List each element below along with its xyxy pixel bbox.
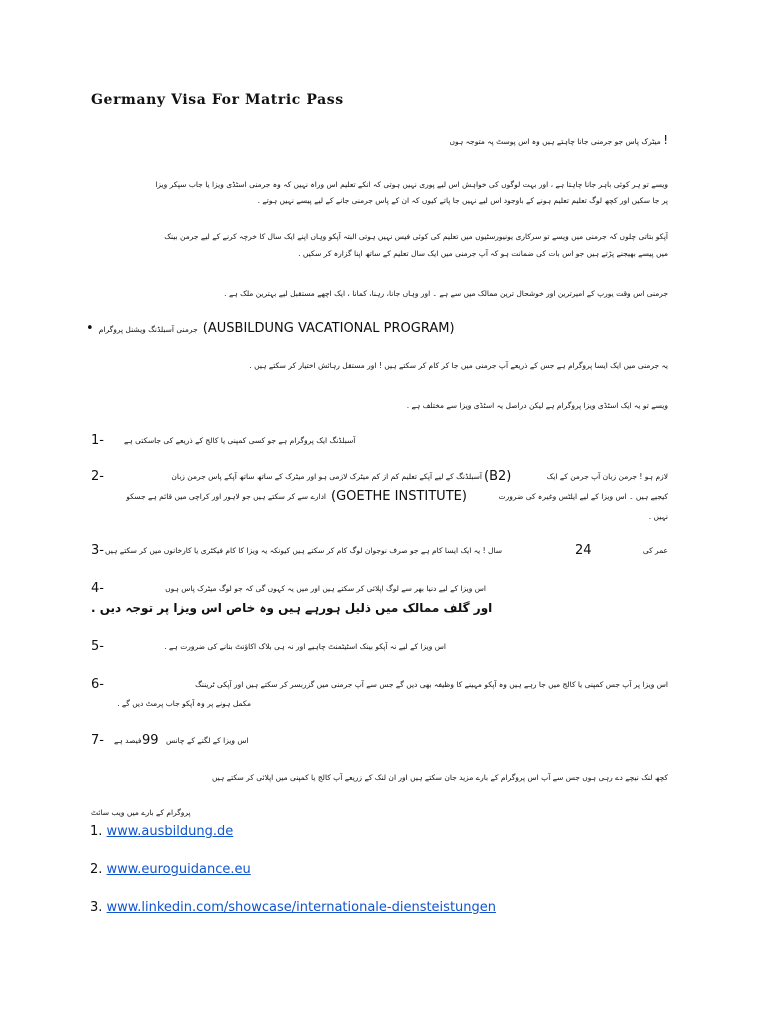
link-ausbildung[interactable]: www.ausbildung.de	[106, 824, 234, 839]
link-linkedin[interactable]: www.linkedin.com/showcase/internationale-diensteistungen	[106, 900, 497, 915]
item-3-24: 24	[575, 543, 592, 558]
item-2-number: 2-	[91, 469, 104, 484]
document-title: Germany Visa For Matric Pass	[91, 92, 344, 108]
bullet-mark: •	[86, 321, 94, 336]
item-2-line2	[86, 486, 668, 508]
link-1-number: 1.	[90, 824, 103, 839]
item-6-text-b: مکمل ہونے پر وہ آپکو جاب پرمٹ دیں گے .	[117, 699, 251, 708]
item-2-text-a: لازم ہو ! جرمن زبان آپ جرمن کے ایک	[546, 472, 668, 481]
item-7	[86, 730, 668, 752]
line-a: یہ جرمنی میں ایک ایسا پروگرام ہے جس کے ذریعے آپ جرمنی میں جا کر کام کر سکتے ہیں ! اور مستقل رہائش اختیار کر سکتے ہیں .	[249, 361, 668, 370]
intro-line	[86, 129, 668, 151]
item-2-text-c2: ادارے سے کر سکتے ہیں جو لاہور اور کراچی میں قائم ہے جسکو	[126, 492, 326, 501]
item-2-goethe: (GOETHE INSTITUTE)	[331, 489, 467, 504]
intro-mark: !	[663, 133, 668, 147]
para1-line2: پر جا سکیں اور کچھ لوگ تعلیم تعلیم ہونے کے باوجود اس لیے نہیں جا پاتے کیوں کہ ان کے پاس جرمنی جانے کے لیے پیسے نہیں ہوتے .	[257, 196, 668, 205]
item-7-number: 7-	[91, 733, 104, 748]
link-2-number: 2.	[90, 862, 103, 877]
program-english: (AUSBILDUNG VACATIONAL PROGRAM)	[202, 321, 455, 336]
para2-line1: آپکو بتاتی چلوں کہ جرمنی میں ویسے تو سرکاری یونیورسٹیوں میں تعلیم کی کوئی فیس نہیں ہوتی البتہ آپکو وہاں اپنے ایک سال کا خرچہ کرنے کے لیے جرمن بینک	[164, 232, 668, 241]
item-5	[86, 636, 668, 658]
program-urdu: جرمنی آسبلڈنگ ویشنل پروگرام	[98, 325, 198, 334]
item-2-text-a2: آسبلڈنگ کے لیے آپکے تعلیم کم از کم میٹرک لازمی ہو اور میٹرک کے ساتھ ساتھ آپکے پاس جرمن زبان	[171, 472, 482, 481]
program-bullet-line	[86, 316, 668, 338]
item-1-text: آسبلڈنگ ایک پروگرام ہے جو کسی کمپنی یا کالج کے ذریعے کی جاسکتی ہے	[124, 436, 356, 445]
line-b: ویسے تو یہ ایک اسٹڈی ویزا پروگرام ہے لیکن دراصل یہ اسٹڈی ویزا سے مختلف ہے .	[406, 401, 668, 410]
item-4-line2	[86, 597, 668, 619]
links-heading: پروگرام کے بارے میں ویب سائٹ	[91, 808, 191, 817]
link-item-1	[86, 821, 668, 843]
item-7-text-b: فیصد ہے	[114, 736, 142, 745]
item-6-line2	[86, 693, 668, 715]
item-3-number: 3-	[91, 543, 104, 558]
link-item-3	[86, 897, 668, 919]
link-item-2	[86, 859, 668, 881]
item-5-text: اس ویزا کے لیے نہ آپکو بینک اسٹیٹمنٹ چاہیے اور نہ ہی بلاک اکاؤنٹ بنانے کی ضرورت ہے .	[164, 642, 446, 651]
item-3	[86, 540, 668, 562]
line-c: کچھ لنک نیچے دے رہی ہوں جس سے آپ اس پروگرام کے بارے مزید جان سکتے ہیں اور ان لنک کے زریعے آپ کالج یا کمپنی میں اپلائی کر سکتے ہیں	[211, 773, 668, 782]
item-1	[86, 430, 668, 452]
para3-line: جرمنی اس وقت یورپ کے امیرترین اور خوشحال ترین ممالک میں سے ہے ۔ اور وہاں جانا، رہنا، کمانا ، ایک اچھے مستقبل لیے بہترین ملک ہے .	[224, 289, 668, 298]
item-6-text-a: اس ویزا پر آپ جس کمپنی یا کالج میں جا رہے ہیں وہ آپکو مہینے کا وظیفہ بھی دیں گے جس سے آپ جرمنی میں گزربسر کر سکتے ہیں اور آپکی ٹریننگ	[195, 680, 668, 689]
para2-line2: میں پیسے بھیجنے پڑتے ہیں جو اس بات کی ضمانت ہو کہ آپ جرمنی میں ایک سال تعلیم کے ساتھ اپنا گزارہ کر سکیں .	[298, 249, 668, 258]
item-5-number: 5-	[91, 639, 104, 654]
para1-line1: ویسے تو ہر کوئی باہر جانا چاہتا ہے ، اور بہت لوگوں کی خواہش اس لیے پوری نہیں ہوتی کہ انکے تعلیم اس وراہ نہیں کہ وہ جرمنی اسٹڈی ویزا یا جاب سپکر ویزا	[155, 180, 668, 189]
item-6-number: 6-	[91, 677, 104, 692]
item-7-99: 99	[142, 733, 159, 748]
item-4-number: 4-	[91, 581, 104, 596]
links-heading-line	[86, 804, 668, 822]
intro-text: میٹرک پاس جو جرمنی جانا چاہتے ہیں وہ اس پوسٹ پہ متوجہ ہوں	[449, 137, 661, 146]
item-3-text-a: سال ! یہ ایک ایسا کام ہے جو صرف نوجوان لوگ کام کر سکتے ہیں کیونکہ یہ ویزا کا کام فیکٹری یا کارخانوں میں کر سکتے ہیں	[105, 546, 502, 555]
item-4-text-a: اس ویزا کے لیے دنیا بھر سے لوگ اپلائی کر سکتے ہیں اور میں یہ کہوں گی کہ جو لوگ میٹرک پاس ہوں	[165, 584, 486, 593]
item-4-text-b: اور گلف ممالک میں ذلیل ہورہے ہیں وہ خاص اس ویزا پر توجہ دیں .	[91, 601, 493, 615]
link-3-number: 3.	[90, 900, 103, 915]
item-3-text-b: عمر کی	[642, 546, 668, 555]
item-1-number: 1-	[91, 433, 104, 448]
item-2-b2: (B2)	[484, 469, 512, 484]
item-2-line3: نہیں .	[648, 512, 668, 521]
item-2-line1	[86, 466, 668, 488]
link-euroguidance[interactable]: www.euroguidance.eu	[106, 862, 251, 877]
item-2-text-c: کیجیے ہیں ۔ اس ویزا کے لیے ایلٹس وغیرہ کی ضرورت	[498, 492, 668, 501]
item-7-text-a: اس ویزا کے لگنے کے چانس	[166, 736, 249, 745]
